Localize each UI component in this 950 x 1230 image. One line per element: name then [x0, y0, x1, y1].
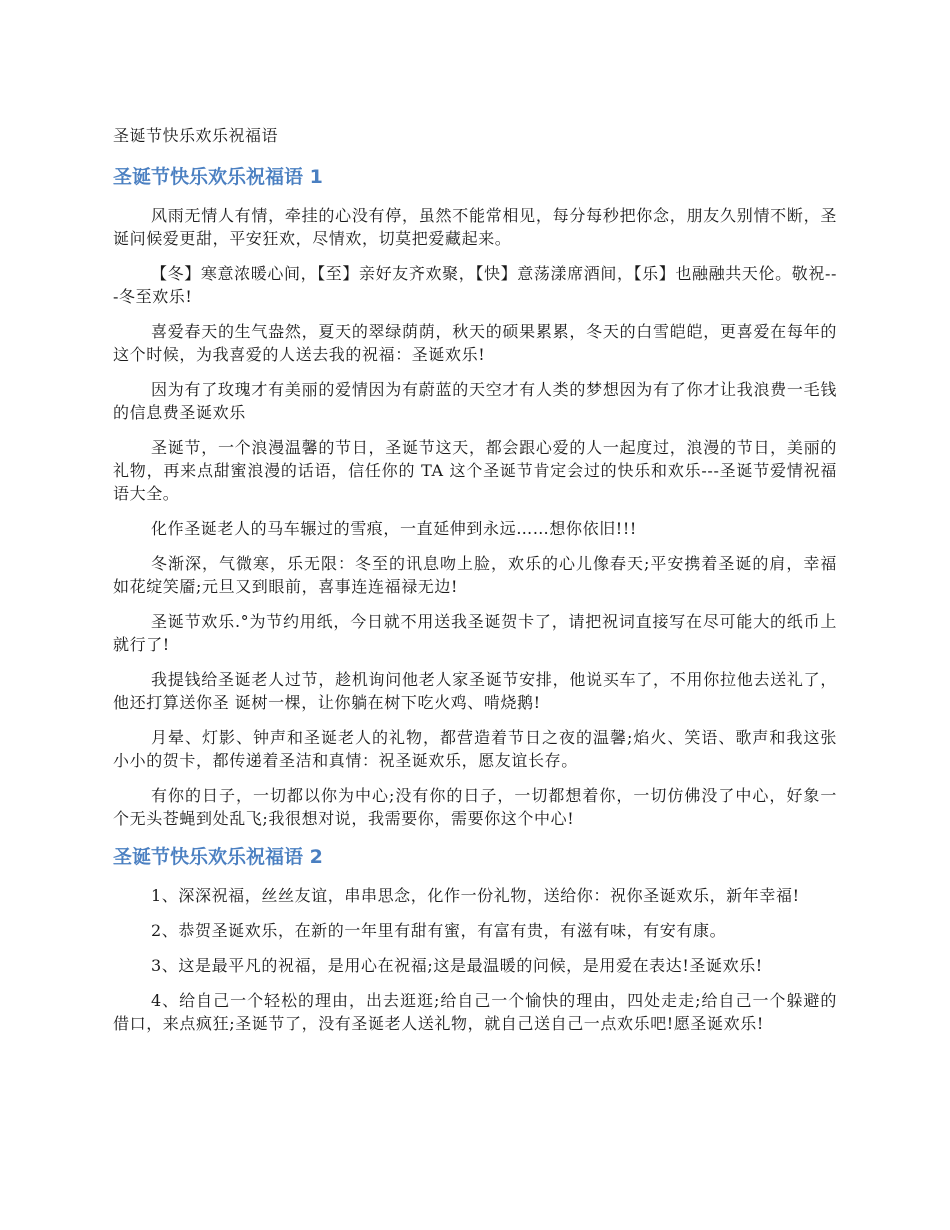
- document-title: 圣诞节快乐欢乐祝福语: [113, 126, 279, 145]
- paragraph: 【冬】寒意浓暖心间，【至】亲好友齐欢聚，【快】意荡漾席酒间，【乐】也融融共天伦。敬祝---冬至欢乐!: [113, 264, 837, 306]
- paragraph: 因为有了玫瑰才有美丽的爱情因为有蔚蓝的天空才有人类的梦想因为有了你才让我浪费一毛钱的信息费圣诞欢乐: [113, 380, 837, 422]
- paragraph: 有你的日子，一切都以你为中心;没有你的日子，一切都想着你，一切仿佛没了中心，好象一个无头苍蝇到处乱飞;我很想对说，我需要你，需要你这个中心!: [113, 786, 837, 828]
- section-1: [113, 164, 837, 830]
- section-heading: 圣诞节快乐欢乐祝福语 2: [113, 846, 323, 868]
- paragraph: 圣诞节，一个浪漫温馨的节日，圣诞节这天，都会跟心爱的人一起度过，浪漫的节日，美丽的礼物，再来点甜蜜浪漫的话语，信任你的 TA 这个圣诞节肯定会过的快乐和欢乐---圣诞节爱情祝福语大全。: [113, 438, 837, 503]
- paragraph: 圣诞节欢乐.°为节约用纸，今日就不用送我圣诞贺卡了，请把祝词直接写在尽可能大的纸币上就行了!: [113, 612, 837, 654]
- section-heading: 圣诞节快乐欢乐祝福语 1: [113, 166, 323, 188]
- paragraph: 3、这是最平凡的祝福，是用心在祝福;这是最温暖的问候，是用爱在表达!圣诞欢乐!: [151, 956, 763, 975]
- paragraph: 4、给自己一个轻松的理由，出去逛逛;给自己一个愉快的理由，四处走走;给自己一个躲避的借口，来点疯狂;圣诞节了，没有圣诞老人送礼物，就自己送自己一点欢乐吧!愿圣诞欢乐!: [113, 991, 837, 1033]
- paragraph: 1、深深祝福，丝丝友谊，串串思念，化作一份礼物，送给你：祝你圣诞欢乐，新年幸福!: [151, 886, 800, 905]
- section-2: [113, 844, 837, 1035]
- paragraph: 我提钱给圣诞老人过节，趁机询问他老人家圣诞节安排，他说买车了，不用你拉他去送礼了，他还打算送你圣 诞树一棵，让你躺在树下吃火鸡、啃烧鹅!: [113, 670, 837, 712]
- paragraph: 喜爱春天的生气盎然，夏天的翠绿荫荫，秋天的硕果累累，冬天的白雪皑皑，更喜爱在每年的这个时候，为我喜爱的人送去我的祝福：圣诞欢乐!: [113, 322, 837, 364]
- paragraph: 化作圣诞老人的马车辗过的雪痕，一直延伸到永远……想你依旧!!!: [151, 519, 637, 538]
- document-page: [113, 124, 837, 1047]
- paragraph: 2、恭贺圣诞欢乐，在新的一年里有甜有蜜，有富有贵，有滋有味，有安有康。: [151, 921, 727, 940]
- paragraph: 冬渐深，气微寒，乐无限：冬至的讯息吻上脸，欢乐的心儿像春天;平安携着圣诞的肩，幸福如花绽笑靥;元旦又到眼前，喜事连连福禄无边!: [113, 554, 837, 596]
- paragraph: 月晕、灯影、钟声和圣诞老人的礼物，都营造着节日之夜的温馨;焰火、笑语、歌声和我这张小小的贺卡，都传递着圣洁和真情：祝圣诞欢乐，愿友谊长存。: [113, 728, 837, 770]
- paragraph: 风雨无情人有情，牵挂的心没有停，虽然不能常相见，每分每秒把你念，朋友久别情不断，圣诞问候爱更甜，平安狂欢，尽情欢，切莫把爱藏起来。: [113, 206, 837, 248]
